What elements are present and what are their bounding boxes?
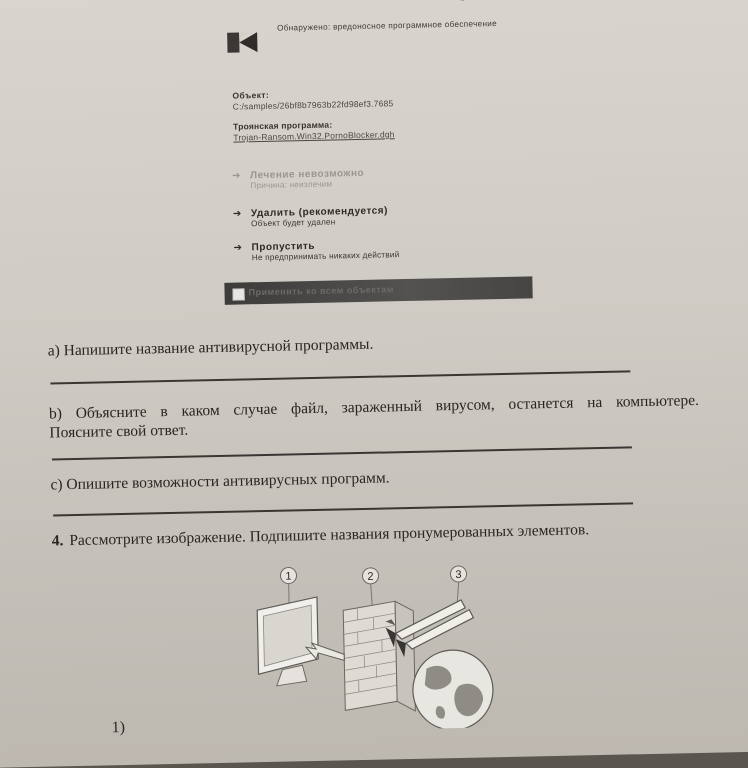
option-subtitle: Не предпринимать никаких действий [252, 250, 400, 262]
globe-icon [412, 649, 494, 731]
question-b-line2: Поясните свой ответ. [49, 422, 188, 442]
callout-label: 1 [285, 570, 291, 582]
callout-label: 2 [367, 571, 373, 583]
option-title: Лечение невозможно [250, 168, 364, 181]
task-number: 4. [52, 532, 64, 549]
answer-line-a[interactable] [50, 370, 630, 384]
object-path: C:/samples/26bf8b7963b22fd98ef3.7685 [233, 98, 394, 111]
apply-to-all-label: Применить ко всем объектам [248, 284, 394, 297]
apply-to-all-checkbox[interactable] [232, 288, 244, 300]
detected-message: Обнаружено: вредоносное программное обеспечение [277, 18, 527, 33]
option-subtitle: Причина: неизлечим [250, 180, 332, 191]
question-b-line1: b) Объясните в каком случае файл, зараженный вирусом, останется на компьютере. [49, 391, 699, 424]
answer-line-b[interactable] [52, 446, 632, 460]
antivirus-alert-screenshot [225, 18, 535, 24]
firewall-diagram [244, 559, 507, 732]
question-c: c) Опишите возможности антивирусных программ. [50, 469, 389, 494]
option-title: Пропустить [252, 241, 316, 253]
kaspersky-logo-icon [225, 30, 259, 55]
arrow-right-icon: ➔ [232, 170, 241, 181]
monitor-icon [257, 597, 319, 686]
cut-off-heading [460, 0, 589, 2]
option-subtitle: Объект будет удален [251, 217, 336, 228]
callout-3 [450, 566, 467, 604]
option-title: Удалить (рекомендуется) [251, 205, 388, 219]
trojan-name-link[interactable]: Trojan-Ransom.Win32.PornoBlocker.dgh [233, 129, 395, 142]
task-4 [52, 521, 590, 550]
answer-item-1: 1) [111, 719, 125, 737]
callout-label: 3 [455, 569, 461, 581]
question-a: a) Напишите название антивирусной программы. [48, 336, 374, 361]
trojan-label: Троянская программа: [233, 120, 332, 132]
apply-to-all-bar [224, 276, 532, 304]
task-4-text: Рассмотрите изображение. Подпишите названия пронумерованных элементов. [69, 521, 589, 549]
question-b [49, 391, 700, 443]
answer-line-c[interactable] [53, 502, 633, 516]
arrow-right-icon: ➔ [234, 242, 243, 253]
firewall-brick-wall-icon [343, 601, 415, 712]
arrow-right-icon: ➔ [233, 208, 242, 219]
object-label: Объект: [232, 90, 269, 101]
